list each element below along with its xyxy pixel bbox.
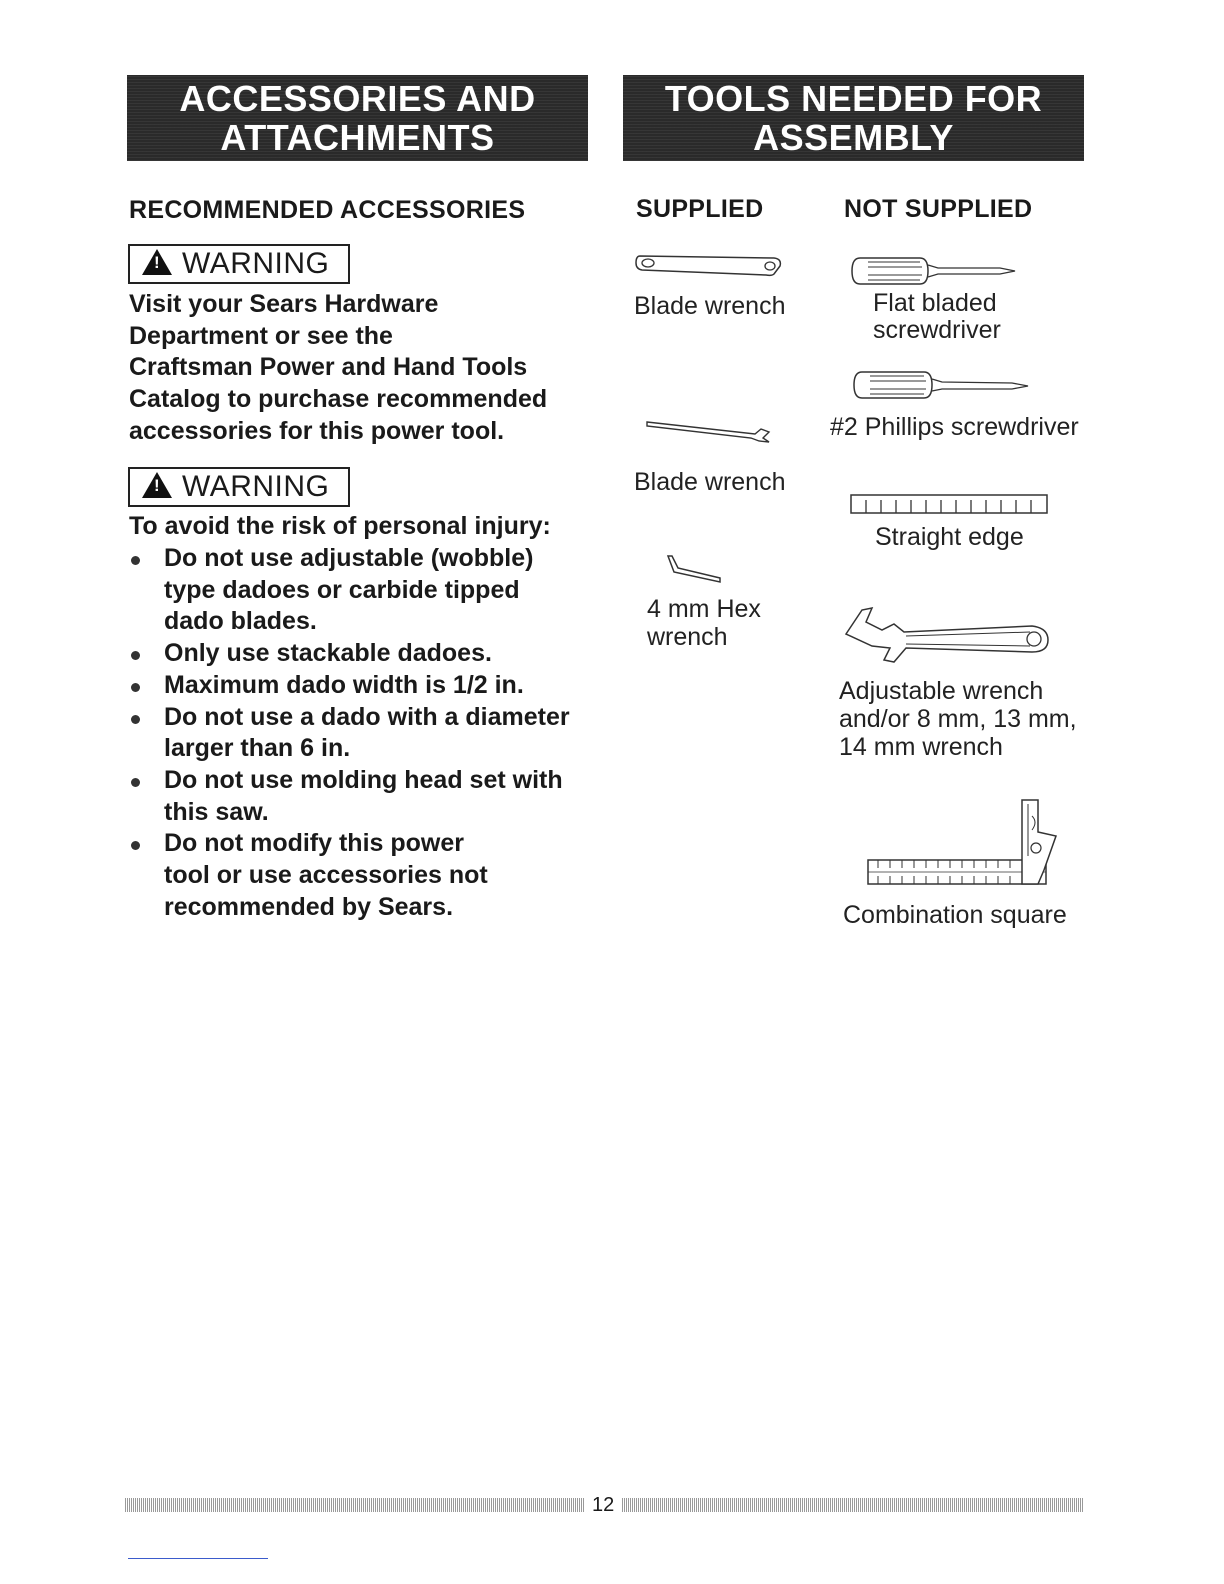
recommended-accessories-heading: RECOMMENDED ACCESSORIES [129,196,526,224]
caption-line: 4 mm Hex [647,595,761,623]
tool-caption [830,413,1079,441]
text-line: dado blades. [164,607,317,636]
tool-caption [634,468,785,496]
blade-wrench-icon [634,248,784,278]
caption-line: and/or 8 mm, 13 mm, [839,705,1077,733]
warning-text: WARNING [182,247,330,280]
straight-edge-icon [850,494,1048,514]
banner-line: ACCESSORIES AND [179,78,536,119]
divider [128,1558,268,1559]
not-supplied-heading: NOT SUPPLIED [844,195,1033,223]
text-line: Do not use adjustable (wobble) [164,544,534,572]
list-item [129,670,599,702]
footer-rule-right [622,1498,1084,1512]
list-item [129,765,599,828]
text-line: this saw. [164,797,269,826]
tool-caption [843,901,1067,929]
tool-caption [839,677,1077,761]
tool-caption [875,523,1024,551]
text-line: type dadoes or carbide tipped [164,575,520,604]
text-line: accessories for this power tool. [129,416,505,445]
caption-line: screwdriver [873,316,1001,344]
caption-line: Adjustable wrench [839,677,1044,705]
combination-square-icon [866,798,1058,888]
text-line: Only use stackable dadoes. [164,639,492,668]
hex-wrench-icon [664,554,724,584]
warning-triangle-icon [142,249,172,275]
accessories-banner [127,75,588,161]
warning1-text [129,289,599,448]
text-line: Visit your Sears Hardware [129,290,439,318]
caption-line: Blade wrench [634,292,786,320]
warning-label-1 [128,244,350,284]
text-line: Do not use a dado with a diameter [164,702,570,731]
tool-caption [647,595,761,651]
list-item [129,702,599,765]
text-line: Maximum dado width is 1/2 in. [164,670,524,699]
warning-label-2 [128,467,350,507]
caption-line: Flat bladed [873,289,997,317]
caption-line: Blade wrench [634,468,786,496]
adjustable-wrench-icon [842,604,1052,666]
warning-triangle-icon [142,472,172,498]
banner-line: ASSEMBLY [753,117,954,158]
phillips-screwdriver-icon [852,368,1032,402]
text-line: Catalog to purchase recommended [129,385,548,414]
page-number: 12 [592,1494,615,1516]
tool-caption [634,292,785,320]
caption-line: Combination square [843,901,1067,929]
supplied-heading: SUPPLIED [636,195,764,223]
caption-line: 14 mm wrench [839,733,1003,761]
list-item [129,828,599,923]
blade-wrench-icon [643,416,773,444]
list-item [129,638,599,670]
text-line: Department or see the [129,321,393,350]
caption-line: Straight edge [875,523,1024,551]
warning-bullet-list [129,543,599,923]
caption-line: wrench [647,623,728,651]
text-line: recommended by Sears. [164,892,454,921]
text-line: Do not use molding head set with [164,765,563,794]
banner-line: TOOLS NEEDED FOR [664,78,1043,119]
list-item [129,543,599,638]
banner-line: ATTACHMENTS [220,117,495,158]
footer-rule-left [125,1498,585,1512]
warning2-intro: To avoid the risk of personal injury: [129,512,551,540]
text-line: Craftsman Power and Hand Tools [129,353,528,382]
text-line: tool or use accessories not [164,861,488,890]
text-line: larger than 6 in. [164,734,351,763]
flat-screwdriver-icon [850,254,1020,288]
caption-line: #2 Phillips screwdriver [830,413,1079,441]
tool-caption [873,290,1001,344]
warning-text: WARNING [182,470,330,503]
text-line: Do not modify this power [164,829,464,858]
tools-banner [623,75,1084,161]
